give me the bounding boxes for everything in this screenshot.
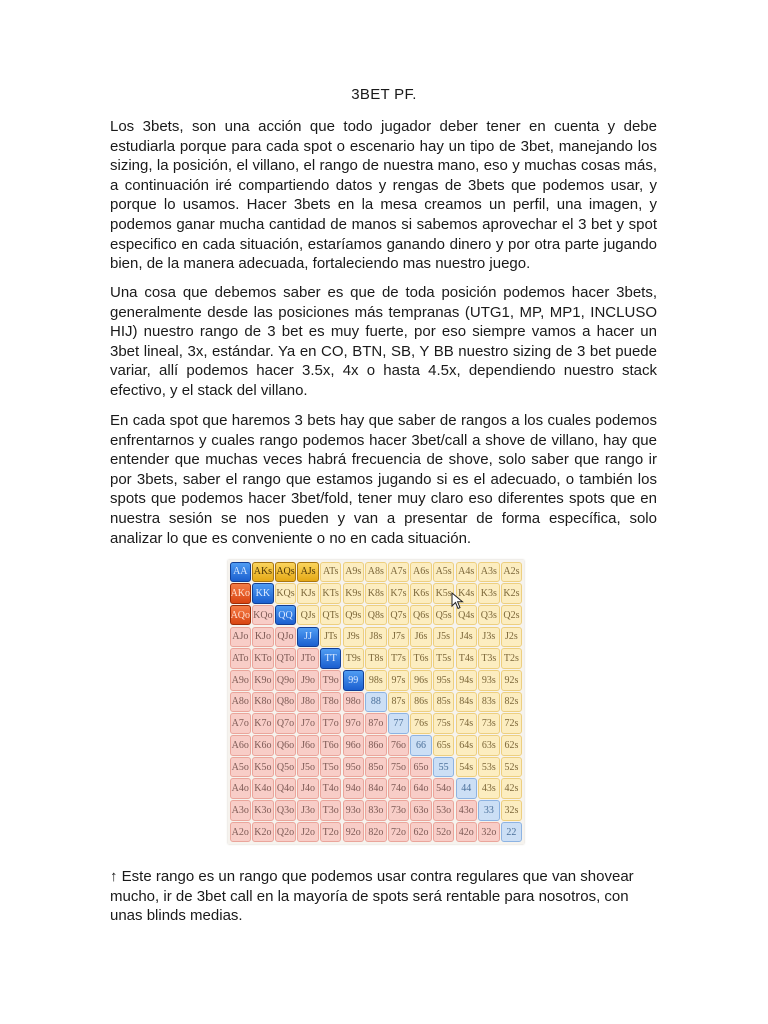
- hand-cell-52o[interactable]: 52o: [433, 822, 454, 843]
- hand-cell-85o[interactable]: 85o: [365, 757, 386, 778]
- hand-cell-96s[interactable]: 96s: [410, 670, 431, 691]
- hand-cell-76o[interactable]: 76o: [388, 735, 409, 756]
- hand-cell-q5o[interactable]: Q5o: [275, 757, 296, 778]
- hand-cell-74o[interactable]: 74o: [388, 778, 409, 799]
- hand-cell-63s[interactable]: 63s: [478, 735, 499, 756]
- hand-cell-k2o[interactable]: K2o: [252, 822, 273, 843]
- hand-cell-33[interactable]: 33: [478, 800, 499, 821]
- hand-cell-62s[interactable]: 62s: [501, 735, 522, 756]
- hand-cell-98s[interactable]: 98s: [365, 670, 386, 691]
- hand-cell-k2s[interactable]: K2s: [501, 583, 522, 604]
- hand-cell-q6s[interactable]: Q6s: [410, 605, 431, 626]
- hand-cell-j5o[interactable]: J5o: [297, 757, 318, 778]
- hand-cell-82o[interactable]: 82o: [365, 822, 386, 843]
- hand-cell-j7s[interactable]: J7s: [388, 627, 409, 648]
- hand-cell-a7o[interactable]: A7o: [230, 713, 251, 734]
- hand-cell-96o[interactable]: 96o: [343, 735, 364, 756]
- hand-cell-t4o[interactable]: T4o: [320, 778, 341, 799]
- hand-cell-97s[interactable]: 97s: [388, 670, 409, 691]
- hand-cell-k8o[interactable]: K8o: [252, 692, 273, 713]
- hand-cell-73s[interactable]: 73s: [478, 713, 499, 734]
- hand-cell-42o[interactable]: 42o: [456, 822, 477, 843]
- hand-cell-t4s[interactable]: T4s: [456, 648, 477, 669]
- hand-cell-t7s[interactable]: T7s: [388, 648, 409, 669]
- hand-cell-t8s[interactable]: T8s: [365, 648, 386, 669]
- hand-cell-t8o[interactable]: T8o: [320, 692, 341, 713]
- hand-cell-q7o[interactable]: Q7o: [275, 713, 296, 734]
- hand-cell-a3s[interactable]: A3s: [478, 562, 499, 583]
- hand-cell-93s[interactable]: 93s: [478, 670, 499, 691]
- paragraph-intro: Los 3bets, son una acción que todo jugador deber tener en cuenta y debe estudiarla porque para cada spot o escenario hay un tipo de 3bet, manejando los sizing, la posición, el villano, el rango de nuestra mano, eso y muchas cosas más, a continuación iré compartiendo datos y rengas de 3bets que podemos usar, y porque lo usamos. Hacer 3bets en la mesa creamos un perfil, una imagen, y podemos ganar mucha cantidad de manos si sabemos aprovechar el 3 bet y spot especifico en cada situación, estaríamos ganando dinero y por otra parte jugando bien, de la manera adecuada, fortaleciendo mas nuestro juego.: [110, 118, 657, 273]
- hand-cell-44[interactable]: 44: [456, 778, 477, 799]
- hand-cell-qq[interactable]: QQ: [275, 605, 296, 626]
- hand-cell-j3o[interactable]: J3o: [297, 800, 318, 821]
- hand-cell-84o[interactable]: 84o: [365, 778, 386, 799]
- hand-cell-t5o[interactable]: T5o: [320, 757, 341, 778]
- hand-cell-aks[interactable]: AKs: [252, 562, 273, 583]
- hand-cell-74s[interactable]: 74s: [456, 713, 477, 734]
- hand-cell-j6s[interactable]: J6s: [410, 627, 431, 648]
- hand-cell-ajo[interactable]: AJo: [230, 627, 251, 648]
- hand-cell-q9o[interactable]: Q9o: [275, 670, 296, 691]
- hand-cell-q5s[interactable]: Q5s: [433, 605, 454, 626]
- hand-cell-kqs[interactable]: KQs: [275, 583, 296, 604]
- hand-cell-k7s[interactable]: K7s: [388, 583, 409, 604]
- hand-cell-84s[interactable]: 84s: [456, 692, 477, 713]
- hand-cell-t9o[interactable]: T9o: [320, 670, 341, 691]
- hand-cell-j9s[interactable]: J9s: [343, 627, 364, 648]
- hand-cell-t3o[interactable]: T3o: [320, 800, 341, 821]
- hand-cell-93o[interactable]: 93o: [343, 800, 364, 821]
- hand-cell-86o[interactable]: 86o: [365, 735, 386, 756]
- paragraph-positions: Una cosa que debemos saber es que de toda posición podemos hacer 3bets, generalmente desde las posiciones más tempranas (UTG1, MP, MP1, INCLUSO HIJ) nuestro rango de 3 bet es muy fuerte, por eso siempre vamos a hacer un 3bet lineal, 3x, estándar. Ya en CO, BTN, SB, Y BB nuestro sizing de 3 bet puede variar, allí podemos hacer 3.5x, 4x o hasta 4.5x, dependiendo nuestro stack efectivo, y el stack del villano.: [110, 284, 657, 399]
- hand-cell-q6o[interactable]: Q6o: [275, 735, 296, 756]
- hand-cell-t7o[interactable]: T7o: [320, 713, 341, 734]
- hand-cell-j8o[interactable]: J8o: [297, 692, 318, 713]
- hand-cell-64o[interactable]: 64o: [410, 778, 431, 799]
- hand-cell-j4o[interactable]: J4o: [297, 778, 318, 799]
- hand-cell-83s[interactable]: 83s: [478, 692, 499, 713]
- hand-cell-k5o[interactable]: K5o: [252, 757, 273, 778]
- hand-cell-98o[interactable]: 98o: [343, 692, 364, 713]
- hand-cell-q8o[interactable]: Q8o: [275, 692, 296, 713]
- hand-cell-87o[interactable]: 87o: [365, 713, 386, 734]
- hand-cell-aa[interactable]: AA: [230, 562, 251, 583]
- hand-cell-tt[interactable]: TT: [320, 648, 341, 669]
- hand-cell-42s[interactable]: 42s: [501, 778, 522, 799]
- hand-cell-94o[interactable]: 94o: [343, 778, 364, 799]
- hand-cell-t5s[interactable]: T5s: [433, 648, 454, 669]
- hand-cell-55[interactable]: 55: [433, 757, 454, 778]
- hand-cell-jto[interactable]: JTo: [297, 648, 318, 669]
- hand-cell-92o[interactable]: 92o: [343, 822, 364, 843]
- paragraph-spots: En cada spot que haremos 3 bets hay que saber de rangos a los cuales podemos enfrentarnos y cuales rango podemos hacer 3bet/call a shove de villano, hay que entender que muchas veces habrá frecuencia de shove, solo saber que rango ir por 3bets, saber el rango que estamos jugando si es el adecuado, o también los spots que podemos hacer 3bet/fold, tener muy claro eso diferentes spots que en nuestra sesión se nos pueden y van a presentar de forma específica, solo analizar lo que es conveniente o no en cada situación.: [110, 412, 657, 547]
- hand-cell-88[interactable]: 88: [365, 692, 386, 713]
- hand-cell-72o[interactable]: 72o: [388, 822, 409, 843]
- hand-cell-kk[interactable]: KK: [252, 583, 273, 604]
- hand-cell-k9s[interactable]: K9s: [343, 583, 364, 604]
- hand-cell-q8s[interactable]: Q8s: [365, 605, 386, 626]
- hand-cell-ajs[interactable]: AJs: [297, 562, 318, 583]
- hand-cell-85s[interactable]: 85s: [433, 692, 454, 713]
- hand-cell-kqo[interactable]: KQo: [252, 605, 273, 626]
- hand-cell-43o[interactable]: 43o: [456, 800, 477, 821]
- hand-cell-a2s[interactable]: A2s: [501, 562, 522, 583]
- hand-cell-j5s[interactable]: J5s: [433, 627, 454, 648]
- hand-cell-k3s[interactable]: K3s: [478, 583, 499, 604]
- mouse-cursor-icon: [451, 592, 465, 610]
- hand-cell-k6s[interactable]: K6s: [410, 583, 431, 604]
- image-caption-artifact: [228, 852, 536, 858]
- hand-cell-95o[interactable]: 95o: [343, 757, 364, 778]
- hand-cell-a3o[interactable]: A3o: [230, 800, 251, 821]
- hand-cell-t3s[interactable]: T3s: [478, 648, 499, 669]
- hand-cell-j9o[interactable]: J9o: [297, 670, 318, 691]
- hand-cell-q4s[interactable]: Q4s: [456, 605, 477, 626]
- hand-cell-ats[interactable]: ATs: [320, 562, 341, 583]
- paragraph-range-note: ↑ Este rango es un rango que podemos usar contra regulares que van shovear mucho, ir de 3bet call en la mayoría de spots será rentable para nosotros, con unas blinds medias.: [110, 868, 634, 925]
- hand-cell-t6o[interactable]: T6o: [320, 735, 341, 756]
- hand-cell-q3s[interactable]: Q3s: [478, 605, 499, 626]
- hand-cell-jj[interactable]: JJ: [297, 627, 318, 648]
- hand-cell-a2o[interactable]: A2o: [230, 822, 251, 843]
- hand-cell-k6o[interactable]: K6o: [252, 735, 273, 756]
- hand-cell-kjo[interactable]: KJo: [252, 627, 273, 648]
- hand-cell-k5s[interactable]: K5s: [433, 583, 454, 604]
- hand-cell-82s[interactable]: 82s: [501, 692, 522, 713]
- hand-cell-q4o[interactable]: Q4o: [275, 778, 296, 799]
- hand-cell-k4o[interactable]: K4o: [252, 778, 273, 799]
- hand-cell-22[interactable]: 22: [501, 822, 522, 843]
- hand-cell-53s[interactable]: 53s: [478, 757, 499, 778]
- hand-cell-q2s[interactable]: Q2s: [501, 605, 522, 626]
- hand-cell-32o[interactable]: 32o: [478, 822, 499, 843]
- hand-cell-32s[interactable]: 32s: [501, 800, 522, 821]
- hand-cell-k7o[interactable]: K7o: [252, 713, 273, 734]
- hand-cell-76s[interactable]: 76s: [410, 713, 431, 734]
- hand-cell-a6s[interactable]: A6s: [410, 562, 431, 583]
- hand-cell-kts[interactable]: KTs: [320, 583, 341, 604]
- hand-cell-86s[interactable]: 86s: [410, 692, 431, 713]
- hand-cell-a8o[interactable]: A8o: [230, 692, 251, 713]
- hand-cell-aqs[interactable]: AQs: [275, 562, 296, 583]
- hand-cell-k3o[interactable]: K3o: [252, 800, 273, 821]
- hand-cell-qjs[interactable]: QJs: [297, 605, 318, 626]
- hand-cell-q2o[interactable]: Q2o: [275, 822, 296, 843]
- hand-cell-77[interactable]: 77: [388, 713, 409, 734]
- hand-cell-jts[interactable]: JTs: [320, 627, 341, 648]
- hand-cell-83o[interactable]: 83o: [365, 800, 386, 821]
- hand-cell-75o[interactable]: 75o: [388, 757, 409, 778]
- hand-cell-t9s[interactable]: T9s: [343, 648, 364, 669]
- hand-cell-72s[interactable]: 72s: [501, 713, 522, 734]
- hand-range-matrix: [228, 560, 524, 844]
- hand-cell-aqo[interactable]: AQo: [230, 605, 251, 626]
- hand-cell-kjs[interactable]: KJs: [297, 583, 318, 604]
- document-title: 3BET PF.: [351, 86, 417, 103]
- hand-cell-q3o[interactable]: Q3o: [275, 800, 296, 821]
- hand-cell-j2s[interactable]: J2s: [501, 627, 522, 648]
- hand-cell-j3s[interactable]: J3s: [478, 627, 499, 648]
- hand-cell-75s[interactable]: 75s: [433, 713, 454, 734]
- hand-cell-65s[interactable]: 65s: [433, 735, 454, 756]
- hand-cell-87s[interactable]: 87s: [388, 692, 409, 713]
- hand-cell-a8s[interactable]: A8s: [365, 562, 386, 583]
- hand-cell-97o[interactable]: 97o: [343, 713, 364, 734]
- hand-cell-a6o[interactable]: A6o: [230, 735, 251, 756]
- hand-cell-t6s[interactable]: T6s: [410, 648, 431, 669]
- hand-cell-a7s[interactable]: A7s: [388, 562, 409, 583]
- hand-cell-a9s[interactable]: A9s: [343, 562, 364, 583]
- hand-cell-j6o[interactable]: J6o: [297, 735, 318, 756]
- hand-cell-a4s[interactable]: A4s: [456, 562, 477, 583]
- hand-cell-j8s[interactable]: J8s: [365, 627, 386, 648]
- hand-cell-a5o[interactable]: A5o: [230, 757, 251, 778]
- hand-cell-q9s[interactable]: Q9s: [343, 605, 364, 626]
- hand-cell-qjo[interactable]: QJo: [275, 627, 296, 648]
- hand-cell-43s[interactable]: 43s: [478, 778, 499, 799]
- hand-cell-54o[interactable]: 54o: [433, 778, 454, 799]
- hand-cell-j7o[interactable]: J7o: [297, 713, 318, 734]
- hand-cell-52s[interactable]: 52s: [501, 757, 522, 778]
- hand-cell-92s[interactable]: 92s: [501, 670, 522, 691]
- hand-cell-64s[interactable]: 64s: [456, 735, 477, 756]
- hand-cell-qts[interactable]: QTs: [320, 605, 341, 626]
- hand-cell-a4o[interactable]: A4o: [230, 778, 251, 799]
- hand-cell-a5s[interactable]: A5s: [433, 562, 454, 583]
- hand-cell-kto[interactable]: KTo: [252, 648, 273, 669]
- hand-cell-66[interactable]: 66: [410, 735, 431, 756]
- hand-cell-53o[interactable]: 53o: [433, 800, 454, 821]
- hand-cell-99[interactable]: 99: [343, 670, 364, 691]
- hand-cell-k4s[interactable]: K4s: [456, 583, 477, 604]
- hand-cell-54s[interactable]: 54s: [456, 757, 477, 778]
- hand-cell-94s[interactable]: 94s: [456, 670, 477, 691]
- hand-cell-j4s[interactable]: J4s: [456, 627, 477, 648]
- hand-cell-t2o[interactable]: T2o: [320, 822, 341, 843]
- hand-cell-73o[interactable]: 73o: [388, 800, 409, 821]
- hand-cell-q7s[interactable]: Q7s: [388, 605, 409, 626]
- hand-cell-ato[interactable]: ATo: [230, 648, 251, 669]
- hand-cell-62o[interactable]: 62o: [410, 822, 431, 843]
- hand-cell-95s[interactable]: 95s: [433, 670, 454, 691]
- hand-cell-j2o[interactable]: J2o: [297, 822, 318, 843]
- hand-cell-k9o[interactable]: K9o: [252, 670, 273, 691]
- hand-cell-63o[interactable]: 63o: [410, 800, 431, 821]
- hand-cell-k8s[interactable]: K8s: [365, 583, 386, 604]
- hand-cell-ako[interactable]: AKo: [230, 583, 251, 604]
- hand-cell-a9o[interactable]: A9o: [230, 670, 251, 691]
- hand-cell-t2s[interactable]: T2s: [501, 648, 522, 669]
- hand-cell-qto[interactable]: QTo: [275, 648, 296, 669]
- hand-cell-65o[interactable]: 65o: [410, 757, 431, 778]
